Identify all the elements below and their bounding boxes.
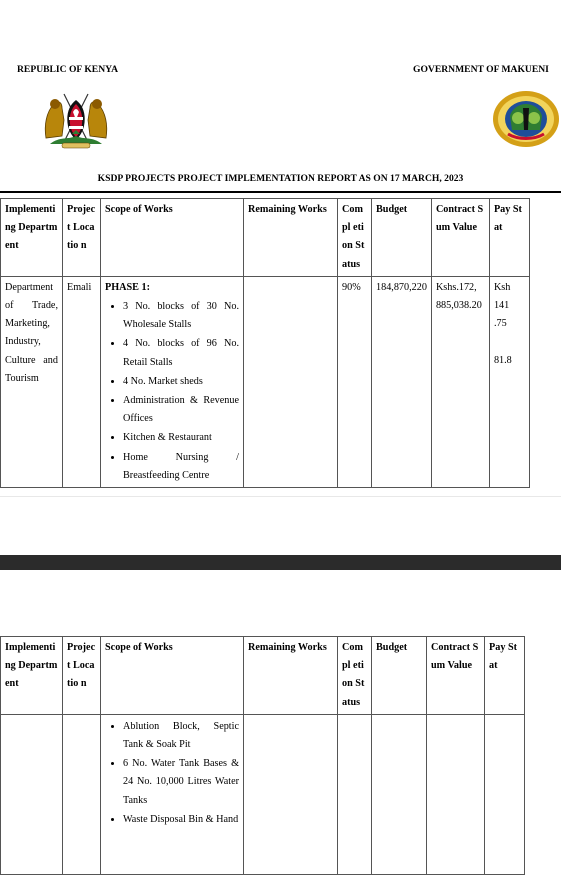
table-header-row: [1, 637, 525, 715]
department-cell: Department of Trade, Marketing, Industry, Culture and Tourism: [1, 276, 63, 487]
page-separator-bar: [0, 555, 561, 570]
phase-label: PHASE 1:: [105, 281, 150, 293]
col-header-remaining: Remaining Works: [244, 637, 338, 715]
col-header-location: Project Locatio n: [63, 637, 101, 715]
completion-cell: 90%: [338, 276, 372, 487]
table-header-row: [1, 199, 530, 277]
budget-cell: 184,870,220: [372, 276, 432, 487]
completion-cell: [338, 714, 372, 874]
location-cell: Emali: [63, 276, 101, 487]
payment-status-cell: [489, 276, 529, 487]
scope-cell: [101, 276, 244, 487]
list-item: • Home Nursing / Breastfeeding Centre: [123, 448, 239, 485]
payment-line: .75: [493, 318, 507, 330]
col-header-payment: Pay Stat: [485, 637, 525, 715]
payment-line: Ksh: [493, 281, 511, 293]
list-item: • Administration & Revenue Offices: [123, 391, 239, 428]
col-header-contract-sum: Contract Sum Value: [427, 637, 485, 715]
scope-list: [105, 297, 239, 485]
col-header-payment: Pay Stat: [489, 199, 529, 277]
title-rule: [0, 191, 561, 193]
implementation-table-continued: [0, 636, 525, 875]
department-cell: [1, 714, 63, 874]
list-item: • Kitchen & Restaurant: [123, 428, 239, 447]
list-item: • 4 No. Market sheds: [123, 372, 239, 391]
payment-line: 81.8: [493, 354, 512, 366]
report-title: KSDP PROJECTS PROJECT IMPLEMENTATION REPORT AS ON 17 MARCH, 2023: [97, 173, 464, 184]
table-row: [1, 714, 525, 874]
kenya-coat-of-arms-icon: [40, 90, 112, 150]
location-cell: [63, 714, 101, 874]
budget-cell: [372, 714, 427, 874]
col-header-contract-sum: Contract Sum Value: [431, 199, 489, 277]
scope-list: [105, 717, 239, 829]
list-item: • Ablution Block, Septic Tank & Soak Pit: [123, 717, 239, 754]
contract-sum-cell: [427, 714, 485, 874]
col-header-scope: Scope of Works: [101, 637, 244, 715]
payment-status-cell: [485, 714, 525, 874]
implementation-table: [0, 198, 530, 488]
col-header-remaining: Remaining Works: [244, 199, 338, 277]
col-header-department: Implementi ng Department: [1, 637, 63, 715]
report-page-2: [0, 570, 561, 825]
col-header-completion: Compl etion Status: [338, 199, 372, 277]
remaining-works-cell: [244, 276, 338, 487]
col-header-scope: Scope of Works: [101, 199, 244, 277]
payment-line: [494, 333, 525, 351]
list-item: • 3 No. blocks of 30 No. Wholesale Stalls: [123, 297, 239, 334]
remaining-works-cell: [244, 714, 338, 874]
col-header-location: Project Locatio n: [63, 199, 101, 277]
table-row: [1, 276, 530, 487]
page-gap: [0, 496, 561, 556]
col-header-budget: Budget: [372, 637, 427, 715]
republic-header: REPUBLIC OF KENYA: [17, 64, 119, 75]
makueni-county-seal-icon: [490, 90, 561, 150]
list-item: • 6 No. Water Tank Bases & 24 No. 10,000 Litres Water Tanks: [123, 754, 239, 810]
col-header-completion: Compl etion Status: [338, 637, 372, 715]
county-header: GOVERNMENT OF MAKUENI: [413, 64, 549, 75]
list-item: • 4 No. blocks of 96 No. Retail Stalls: [123, 334, 239, 371]
payment-line: 141: [493, 300, 510, 312]
contract-sum-cell: Kshs.172, 885,038.20: [431, 276, 489, 487]
col-header-department: Implementi ng Department: [1, 199, 63, 277]
scope-cell: [101, 714, 244, 874]
col-header-budget: Budget: [372, 199, 432, 277]
list-item: • Waste Disposal Bin & Hand: [123, 810, 239, 829]
